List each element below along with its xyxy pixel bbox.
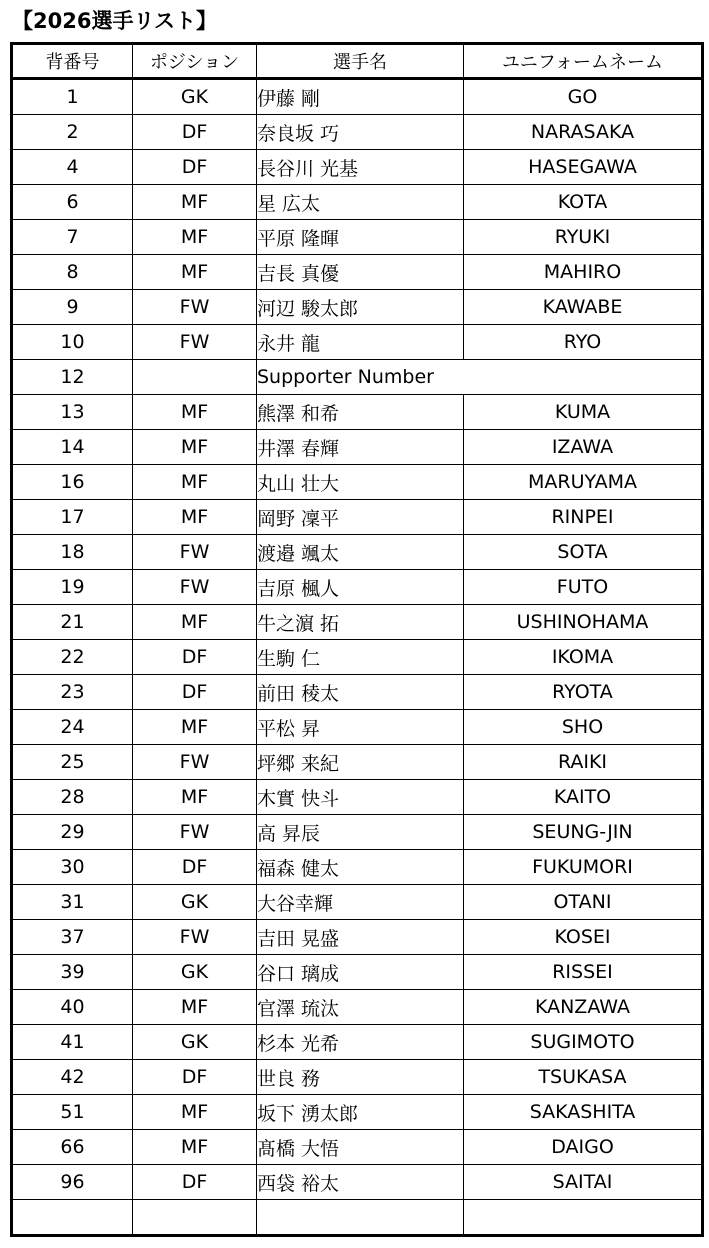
player-name: 西袋 裕太 — [257, 1165, 464, 1200]
player-name: 木實 快斗 — [257, 780, 464, 815]
player-roster-table — [10, 42, 704, 1237]
player-number: 19 — [12, 570, 133, 605]
player-number: 10 — [12, 325, 133, 360]
player-number: 18 — [12, 535, 133, 570]
player-name: 平原 隆暉 — [257, 220, 464, 255]
player-position: GK — [133, 955, 257, 990]
player-uniform-name: OTANI — [464, 885, 703, 920]
player-row — [12, 325, 703, 360]
player-name: 長谷川 光基 — [257, 150, 464, 185]
player-uniform-name: HASEGAWA — [464, 150, 703, 185]
player-row — [12, 360, 703, 395]
player-row — [12, 220, 703, 255]
player-row — [12, 955, 703, 990]
player-row — [12, 1130, 703, 1165]
player-name: 河辺 駿太郎 — [257, 290, 464, 325]
player-name: 渡邉 颯太 — [257, 535, 464, 570]
player-number: 23 — [12, 675, 133, 710]
player-number: 41 — [12, 1025, 133, 1060]
player-row — [12, 815, 703, 850]
player-name: 奈良坂 巧 — [257, 115, 464, 150]
player-position: MF — [133, 780, 257, 815]
player-position: GK — [133, 79, 257, 115]
player-position: GK — [133, 1025, 257, 1060]
player-name: 坂下 湧太郎 — [257, 1095, 464, 1130]
player-number: 42 — [12, 1060, 133, 1095]
player-position — [133, 1200, 257, 1236]
player-uniform-name: GO — [464, 79, 703, 115]
player-uniform-name: KOTA — [464, 185, 703, 220]
player-uniform-name: SOTA — [464, 535, 703, 570]
player-row — [12, 290, 703, 325]
header-uniform-name: ユニフォームネーム — [464, 44, 703, 79]
player-position: MF — [133, 1095, 257, 1130]
player-number: 40 — [12, 990, 133, 1025]
player-number: 1 — [12, 79, 133, 115]
player-name: 吉田 晃盛 — [257, 920, 464, 955]
player-number: 13 — [12, 395, 133, 430]
player-row — [12, 640, 703, 675]
player-position: FW — [133, 815, 257, 850]
player-name: 高 昇辰 — [257, 815, 464, 850]
player-name: 吉長 真優 — [257, 255, 464, 290]
player-number: 14 — [12, 430, 133, 465]
player-position: MF — [133, 500, 257, 535]
player-uniform-name: RAIKI — [464, 745, 703, 780]
player-position — [133, 360, 257, 395]
player-name — [257, 1200, 464, 1236]
player-position: DF — [133, 675, 257, 710]
player-row — [12, 79, 703, 115]
player-position: FW — [133, 745, 257, 780]
player-name: 熊澤 和希 — [257, 395, 464, 430]
player-uniform-name: KANZAWA — [464, 990, 703, 1025]
player-uniform-name: SAKASHITA — [464, 1095, 703, 1130]
player-uniform-name: RYUKI — [464, 220, 703, 255]
player-row — [12, 850, 703, 885]
player-name: 井澤 春輝 — [257, 430, 464, 465]
player-row — [12, 430, 703, 465]
player-row — [12, 920, 703, 955]
player-uniform-name: RYO — [464, 325, 703, 360]
player-number: 28 — [12, 780, 133, 815]
player-uniform-name: DAIGO — [464, 1130, 703, 1165]
player-row — [12, 1095, 703, 1130]
player-row — [12, 395, 703, 430]
player-name: 坪郷 来紀 — [257, 745, 464, 780]
player-row — [12, 150, 703, 185]
header-row — [12, 44, 703, 79]
player-row — [12, 115, 703, 150]
player-name: 牛之濵 拓 — [257, 605, 464, 640]
player-name: 谷口 璃成 — [257, 955, 464, 990]
header-position: ポジション — [133, 44, 257, 79]
player-uniform-name: SAITAI — [464, 1165, 703, 1200]
player-number: 25 — [12, 745, 133, 780]
player-number: 7 — [12, 220, 133, 255]
player-position: MF — [133, 395, 257, 430]
document-title: 【2026選手リスト】 — [12, 9, 218, 33]
player-row — [12, 885, 703, 920]
player-row — [12, 675, 703, 710]
player-uniform-name: SEUNG-JIN — [464, 815, 703, 850]
player-position: MF — [133, 185, 257, 220]
player-name: 前田 稜太 — [257, 675, 464, 710]
header-name: 選手名 — [257, 44, 464, 79]
player-uniform-name: IKOMA — [464, 640, 703, 675]
player-number: 12 — [12, 360, 133, 395]
player-number: 2 — [12, 115, 133, 150]
player-number: 24 — [12, 710, 133, 745]
player-position: DF — [133, 640, 257, 675]
player-number: 51 — [12, 1095, 133, 1130]
player-row — [12, 745, 703, 780]
player-position: MF — [133, 1130, 257, 1165]
player-uniform-name: RINPEI — [464, 500, 703, 535]
player-number: 96 — [12, 1165, 133, 1200]
player-position: FW — [133, 290, 257, 325]
player-position: MF — [133, 220, 257, 255]
player-name: 世良 務 — [257, 1060, 464, 1095]
player-row — [12, 1025, 703, 1060]
player-uniform-name: RYOTA — [464, 675, 703, 710]
player-uniform-name — [464, 1200, 703, 1236]
player-number: 31 — [12, 885, 133, 920]
player-row — [12, 780, 703, 815]
player-number: 9 — [12, 290, 133, 325]
player-name: 官澤 琉汰 — [257, 990, 464, 1025]
player-name: 髙橋 大悟 — [257, 1130, 464, 1165]
player-number — [12, 1200, 133, 1236]
player-name: 丸山 壮大 — [257, 465, 464, 500]
player-position: DF — [133, 115, 257, 150]
player-row — [12, 500, 703, 535]
player-position: FW — [133, 535, 257, 570]
player-row — [12, 465, 703, 500]
player-number: 17 — [12, 500, 133, 535]
player-position: MF — [133, 255, 257, 290]
supporter-number-label: Supporter Number — [257, 360, 703, 395]
player-position: FW — [133, 920, 257, 955]
player-uniform-name: FUKUMORI — [464, 850, 703, 885]
player-number: 29 — [12, 815, 133, 850]
player-uniform-name: KAITO — [464, 780, 703, 815]
player-number: 4 — [12, 150, 133, 185]
player-uniform-name: NARASAKA — [464, 115, 703, 150]
player-uniform-name: KOSEI — [464, 920, 703, 955]
player-name: 生駒 仁 — [257, 640, 464, 675]
player-row — [12, 570, 703, 605]
player-row — [12, 1165, 703, 1200]
player-number: 16 — [12, 465, 133, 500]
player-uniform-name: MARUYAMA — [464, 465, 703, 500]
player-number: 8 — [12, 255, 133, 290]
player-name: 平松 昇 — [257, 710, 464, 745]
player-position: MF — [133, 710, 257, 745]
player-row — [12, 710, 703, 745]
player-number: 6 — [12, 185, 133, 220]
player-name: 永井 龍 — [257, 325, 464, 360]
player-uniform-name: SHO — [464, 710, 703, 745]
player-name: 杉本 光希 — [257, 1025, 464, 1060]
player-position: DF — [133, 1165, 257, 1200]
player-position: DF — [133, 150, 257, 185]
player-row — [12, 1060, 703, 1095]
player-position: FW — [133, 570, 257, 605]
player-row — [12, 535, 703, 570]
player-position: MF — [133, 990, 257, 1025]
player-position: DF — [133, 850, 257, 885]
player-uniform-name: KAWABE — [464, 290, 703, 325]
player-row — [12, 1200, 703, 1236]
player-uniform-name: TSUKASA — [464, 1060, 703, 1095]
player-number: 30 — [12, 850, 133, 885]
player-name: 吉原 楓人 — [257, 570, 464, 605]
player-position: DF — [133, 1060, 257, 1095]
player-position: FW — [133, 325, 257, 360]
player-uniform-name: RISSEI — [464, 955, 703, 990]
player-number: 37 — [12, 920, 133, 955]
player-name: 大谷幸輝 — [257, 885, 464, 920]
player-name: 福森 健太 — [257, 850, 464, 885]
roster-body — [12, 79, 703, 1236]
player-position: MF — [133, 465, 257, 500]
player-name: 伊藤 剛 — [257, 79, 464, 115]
player-number: 22 — [12, 640, 133, 675]
player-name: 星 広太 — [257, 185, 464, 220]
player-number: 39 — [12, 955, 133, 990]
player-row — [12, 990, 703, 1025]
player-uniform-name: MAHIRO — [464, 255, 703, 290]
player-name: 岡野 凜平 — [257, 500, 464, 535]
player-uniform-name: KUMA — [464, 395, 703, 430]
player-uniform-name: SUGIMOTO — [464, 1025, 703, 1060]
player-position: GK — [133, 885, 257, 920]
player-uniform-name: IZAWA — [464, 430, 703, 465]
player-row — [12, 185, 703, 220]
player-uniform-name: USHINOHAMA — [464, 605, 703, 640]
player-row — [12, 255, 703, 290]
player-uniform-name: FUTO — [464, 570, 703, 605]
player-row — [12, 605, 703, 640]
player-number: 21 — [12, 605, 133, 640]
player-position: MF — [133, 430, 257, 465]
player-position: MF — [133, 605, 257, 640]
player-number: 66 — [12, 1130, 133, 1165]
header-number: 背番号 — [12, 44, 133, 79]
